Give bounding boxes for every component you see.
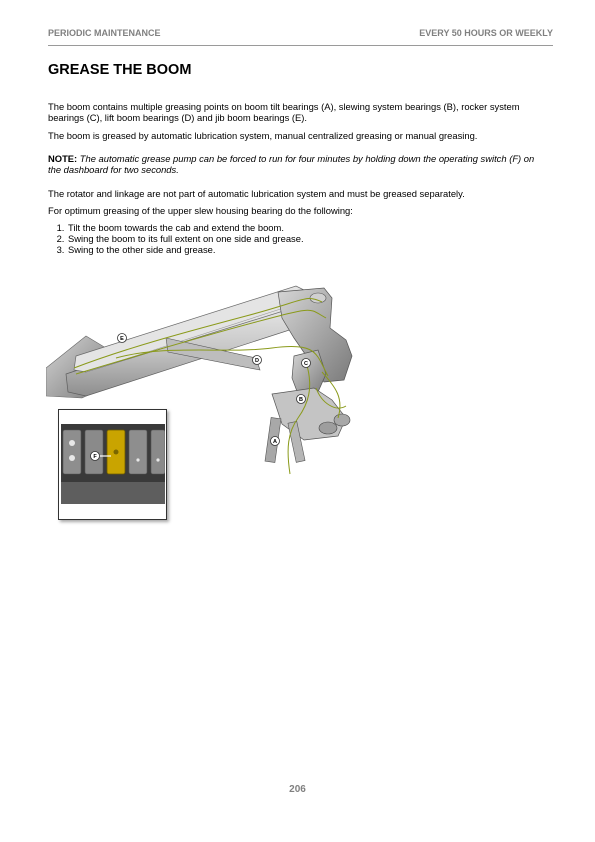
head-pin — [310, 293, 326, 303]
switch-4 — [129, 430, 147, 474]
callout-b: B — [299, 397, 303, 403]
procedure-step: 3. Swing to the other side and grease. — [67, 244, 547, 255]
procedure-step: 2. Swing the boom to its full extent on one side and grease. — [67, 233, 547, 244]
procedure-step: 1. Tilt the boom towards the cab and extend the boom. — [67, 222, 547, 233]
valve-block-2 — [334, 414, 350, 426]
switch-1 — [63, 430, 81, 474]
procedure-intro: For optimum greasing of the upper slew housing bearing do the following: — [48, 205, 353, 216]
procedure-steps — [48, 222, 547, 256]
note-text: The automatic grease pump can be forced to run for four minutes by holding down the operating switch (F) on the dashboard for two seconds. — [48, 153, 535, 176]
note-paragraph — [48, 153, 548, 176]
note-label: NOTE: — [48, 153, 78, 164]
intro-paragraph: The boom contains multiple greasing points on boom tilt bearings (A), slewing system bearings (B), rocker system bearings (C), lift boom bearings (D) and jib boom bearings (E). — [48, 101, 520, 124]
page-number: 206 — [289, 784, 306, 795]
greasing-methods-paragraph: The boom is greased by automatic lubrication system, manual centralized greasing or manual greasing. — [48, 130, 478, 141]
valve-block-1 — [319, 422, 337, 434]
header-section-title: PERIODIC MAINTENANCE — [48, 28, 161, 38]
callout-f: F — [93, 454, 97, 460]
callout-a: A — [273, 439, 277, 445]
callout-c: C — [304, 361, 308, 367]
callout-e: E — [120, 336, 124, 342]
switch-5 — [151, 430, 165, 474]
dashboard-switch-illustration — [59, 410, 165, 518]
rotator-paragraph: The rotator and linkage are not part of automatic lubrication system and must be greased separately. — [48, 188, 465, 199]
callout-d: D — [255, 358, 259, 364]
dashboard-switch-inset — [58, 409, 167, 520]
page-header — [48, 28, 553, 46]
page-title: GREASE THE BOOM — [48, 62, 192, 78]
header-interval: EVERY 50 HOURS OR WEEKLY — [419, 28, 553, 38]
